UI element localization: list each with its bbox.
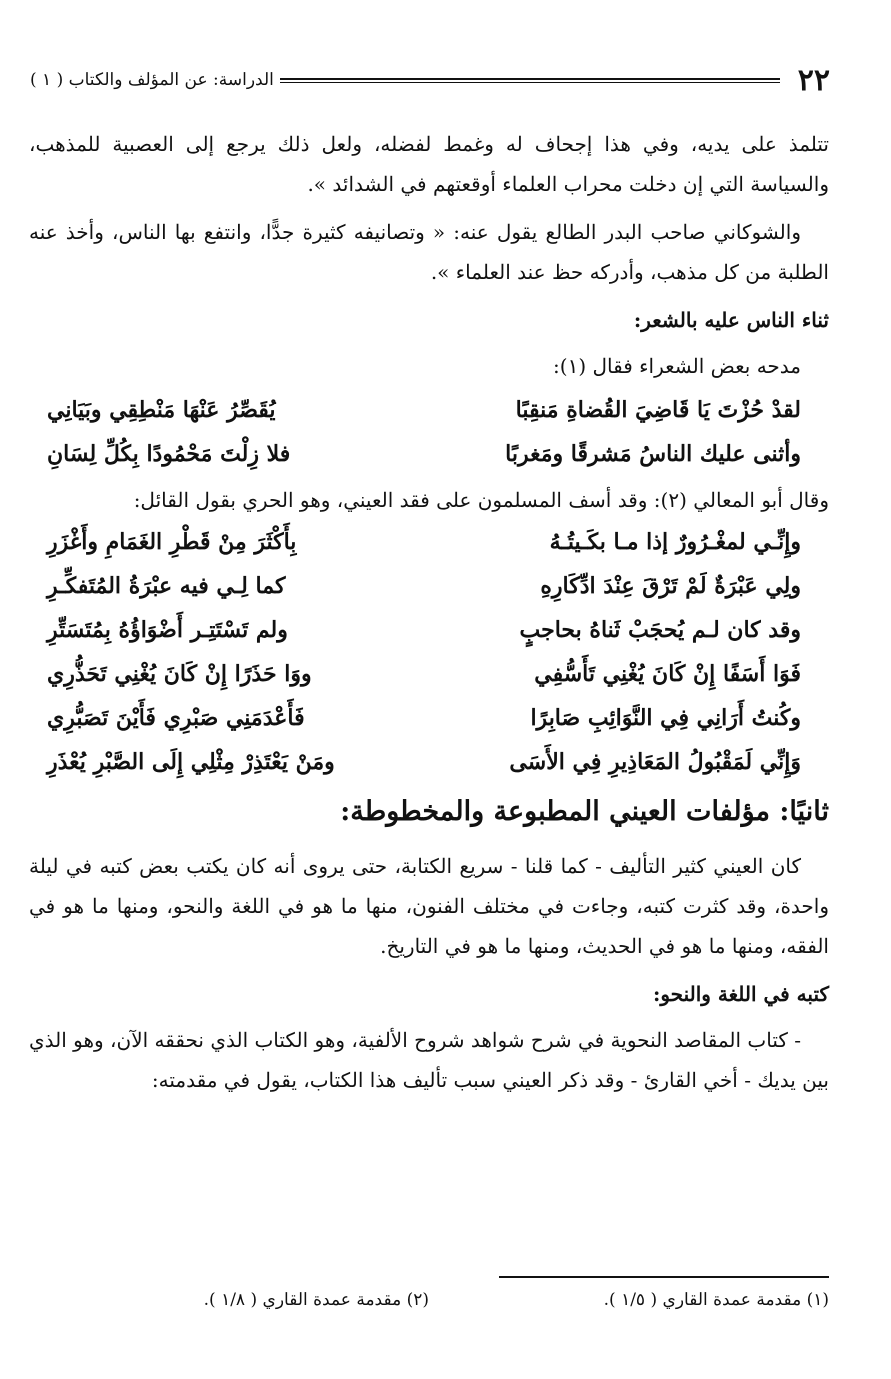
verse-second-hemistich: فلا زِلْتَ مَحْمُودًا بِكُلِّ لِسَانِ bbox=[47, 441, 291, 467]
verse-line bbox=[29, 520, 829, 564]
verse-first-hemistich: وإِنِّـي لمغْـرُورٌ إذا مـا بكَـيتُـهُ bbox=[549, 529, 801, 555]
paragraph-2: والشوكاني صاحب البدر الطالع يقول عنه: « وتصانيفه كثيرة جدًّا، وانتفع بها الناس، وأخذ عنه الطلبة من كل مذهب، وأدركه حظ عند العلماء ». bbox=[29, 220, 829, 284]
verse-first-hemistich: وقد كان لـم يُحجَبْ ثَناهُ بحاجبٍ bbox=[519, 617, 801, 643]
verse-second-hemistich: فَأَعْدَمَنِي صَبْرِي فَأَيْنَ تَصَبُّرِي bbox=[47, 705, 305, 731]
poem-1 bbox=[29, 388, 829, 476]
paragraph-4: وقال أبو المعالي (٢): وقد أسف المسلمون على فقد العيني، وهو الحري بقول القائل: bbox=[133, 488, 829, 512]
page-number: ٢٢ bbox=[797, 62, 830, 98]
footnote-1: (١) مقدمة عمدة القاري ( ١/٥ ). bbox=[603, 1290, 829, 1310]
verse-second-hemistich: ولم تَسْتَتِـر أَضْوَاؤُهُ بِمُتَسَتِّرِ bbox=[47, 617, 288, 643]
verse-second-hemistich: ومَنْ يَعْتَذِرْ مِثْلِي إِلَى الصَّبْرِ يُعْذَرِ bbox=[47, 749, 335, 775]
verse-first-hemistich: وكُنتُ أَرَانِي فِي النَّوَائِبِ صَابِرًا bbox=[530, 705, 801, 731]
page-body bbox=[29, 124, 829, 1108]
paragraph-1: تتلمذ على يديه، وفي هذا إجحاف له وغمط لفضله، ولعل ذلك يرجع إلى العصبية للمذهب، والسياسة التي إن دخلت محراب العلماء أوقعتهم في الشدائد ». bbox=[29, 132, 830, 196]
verse-line bbox=[29, 740, 829, 784]
verse-second-hemistich: ووَا حَذَرًا إِنْ كَانَ يُغْنِي تَحَذُّرِي bbox=[47, 661, 312, 687]
paragraph-5: كان العيني كثير التأليف - كما قلنا - سريع الكتابة، حتى يروى أنه كان يكتب بعض كتبه في ليلة واحدة، وقد كثرت كتبه، وجاءت في مختلف الفنون، منها ما هو في اللغة والنحو، ومنها ما هو في الفقه، ومنها ما هو في الحديث، ومنها ما هو في التاريخ. bbox=[29, 854, 829, 958]
header-rule bbox=[280, 78, 780, 83]
verse-second-hemistich: بِأَكْثَرَ مِنْ قَطْرِ الغَمَامِ وأَغْزَرِ bbox=[47, 529, 297, 555]
footnote-rule bbox=[499, 1276, 829, 1278]
paragraph-6: - كتاب المقاصد النحوية في شرح شواهد شروح الألفية، وهو الكتاب الذي نحققه الآن، وهو الذي بين يديك - أخي القارئ - وقد ذكر العيني سبب تأليف هذا الكتاب، يقول في مقدمته: bbox=[29, 1028, 829, 1092]
verse-second-hemistich: كما لِـي فيه عبْرَةُ المُتَفكِّـرِ bbox=[47, 573, 286, 599]
verse-line bbox=[29, 608, 829, 652]
verse-first-hemistich: وأثنى عليك الناسُ مَشرقًا ومَغربًا bbox=[505, 441, 801, 467]
poem-2 bbox=[29, 520, 829, 784]
footnote-2: (٢) مقدمة عمدة القاري ( ١/٨ ). bbox=[203, 1290, 429, 1310]
verse-first-hemistich: ولِي عَبْرَةٌ لَمْ تَرْقَ عِنْدَ ادِّكَارِهِ bbox=[540, 573, 801, 599]
verse-line bbox=[29, 388, 829, 432]
subheading-language-grammar: كتبه في اللغة والنحو: bbox=[652, 982, 829, 1006]
verse-line bbox=[29, 564, 829, 608]
verse-line bbox=[29, 432, 829, 476]
subheading-praise-poetry: ثناء الناس عليه بالشعر: bbox=[633, 308, 829, 332]
verse-second-hemistich: يُقَصِّرُ عَنْهَا مَنْطِقِي وبَيَانِي bbox=[47, 397, 276, 423]
section-title: ثانيًا: مؤلفات العيني المطبوعة والمخطوطة: bbox=[340, 796, 829, 827]
verse-first-hemistich: لقدْ حُزْتَ يَا قَاضِيَ القُضاةِ مَنقِبًا bbox=[515, 397, 801, 423]
footnotes bbox=[29, 1290, 829, 1310]
page-header bbox=[30, 60, 830, 100]
verse-line bbox=[29, 652, 829, 696]
paragraph-3: مدحه بعض الشعراء فقال (١): bbox=[553, 354, 801, 378]
verse-line bbox=[29, 696, 829, 740]
verse-first-hemistich: فَوَا أَسَفًا إِنْ كَانَ يُغْنِي تَأَسُّفِي bbox=[534, 661, 801, 687]
running-head: الدراسة: عن المؤلف والكتاب ( ١ ) bbox=[30, 70, 274, 90]
verse-first-hemistich: وَإِنِّي لَمَقْبُولُ المَعَاذِيرِ فِي الأَسَى bbox=[509, 749, 801, 775]
